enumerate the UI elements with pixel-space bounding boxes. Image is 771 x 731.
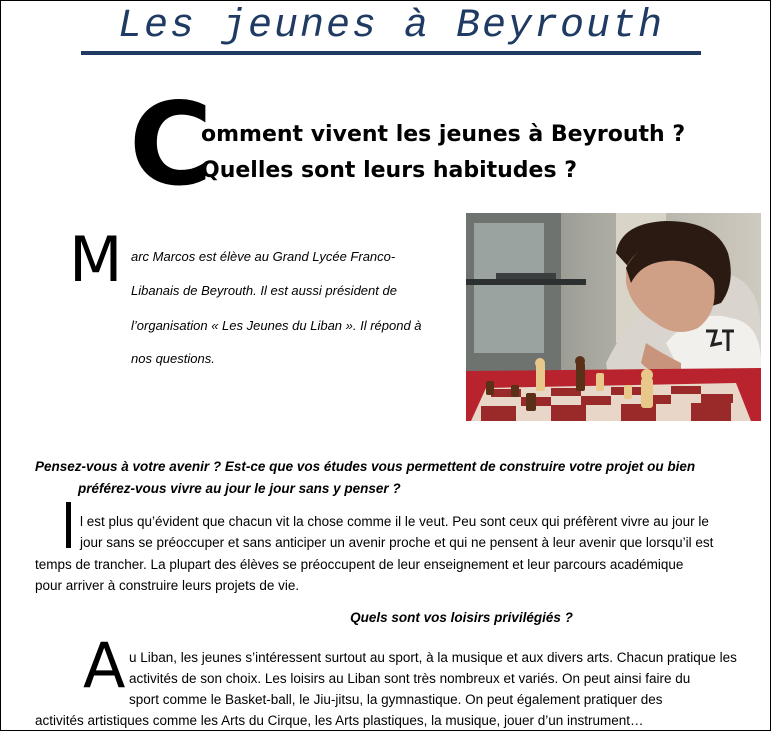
intro-line-3: l’organisation « Les Jeunes du Liban ». Il répond à [131,318,422,333]
chess-photo-illustration [466,213,761,421]
answer-2-line-2: activités de son choix. Les loisirs au Liban sont très nombreux et variés. On peut ainsi faire du [129,671,691,686]
intro-drop-cap: M [69,223,123,296]
answer-1-line-2: jour sans se préoccuper et sans anticiper un avenir proche et qui ne pensent à leur avenir que lorsqu’il est [80,535,714,550]
answer-1-line-4: pour arriver à construire leurs projets de vie. [35,578,300,593]
masthead-underline [81,51,701,55]
headline [201,117,741,189]
intro-line-1: arc Marcos est élève au Grand Lycée Franco- [131,249,396,264]
answer-1-line-1: l est plus qu’évident que chacun vit la chose comme il le veut. Peu sont ceux qui préfèrent vivre au jour le [80,514,709,529]
headline-line-2: Quelles sont leurs habitudes ? [201,158,577,183]
masthead [81,1,701,57]
intro-line-2: Libanais de Beyrouth. Il est aussi président de [131,283,397,298]
answer-2-drop-cap: A [83,629,126,702]
question-1-line-2: préférez-vous vivre au jour le jour sans y penser ? [78,481,401,496]
headline-line-1: omment vivent les jeunes à Beyrouth ? [201,122,686,147]
question-1-line-1: Pensez-vous à votre avenir ? Est-ce que vos études vous permettent de construire votre projet ou bien [35,459,696,474]
headline-drop-cap: C [129,78,213,211]
answer-1-drop-cap [66,502,71,548]
answer-2-line-3: sport comme le Basket-ball, le Jiu-jitsu, la gymnastique. On peut également pratiquer des [129,692,663,707]
masthead-title: Les jeunes à Beyrouth [117,4,665,49]
question-2: Quels sont vos loisirs privilégiés ? [350,610,573,625]
chess-player-photo [466,213,761,421]
question-1 [35,456,755,500]
answer-2-line-1: u Liban, les jeunes s’intéressent surtout au sport, à la musique et aux divers arts. Chacun pratique les [129,650,737,665]
answer-1-line-3: temps de trancher. La plupart des élèves se préoccupent de leur enseignement et leur parcours académique [35,557,684,572]
answer-2-line-4: activités artistiques comme les Arts du Cirque, les Arts plastiques, la musique, jouer d’un instrument… [35,713,644,728]
intro-line-4: nos questions. [131,351,215,366]
